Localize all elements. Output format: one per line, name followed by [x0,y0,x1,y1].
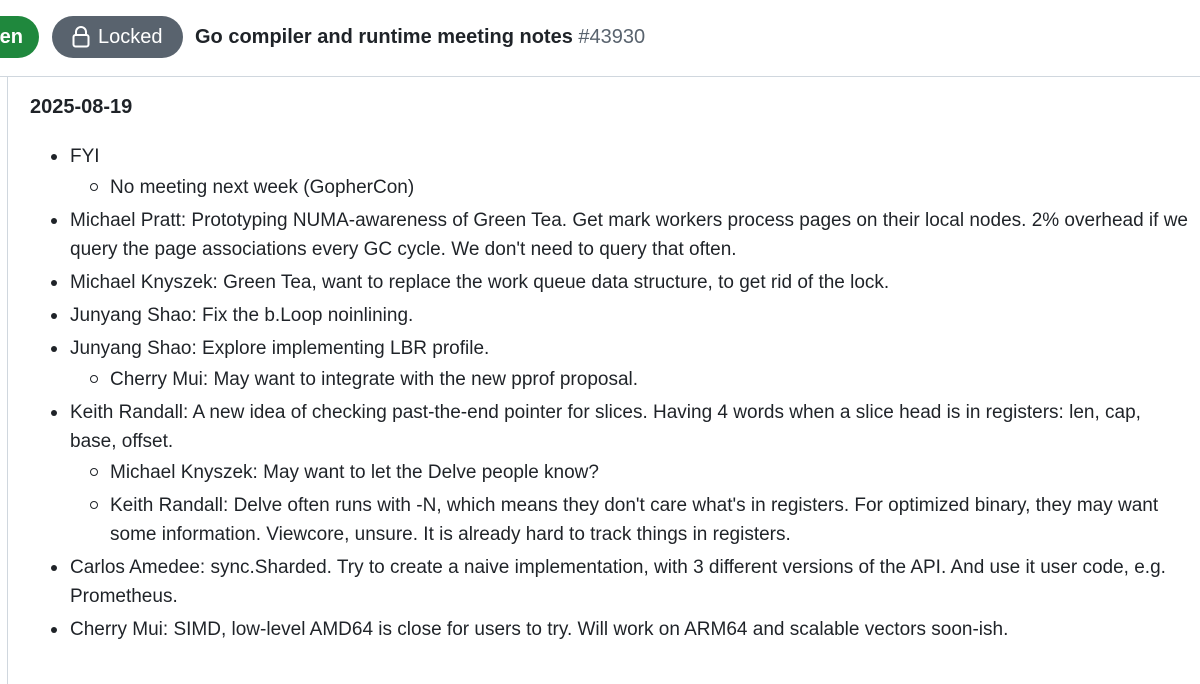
list-item-text: FYI [70,146,100,167]
issue-title-text: Go compiler and runtime meeting notes [195,26,573,48]
sub-list-item [70,173,1190,202]
list-item-text: Michael Pratt: Prototyping NUMA-awareness of Green Tea. Get mark workers process pages on their local nodes. 2% overhead if we query the page associations every GC cycle. We don't need to query that often. [70,210,1189,260]
list-item-text: Junyang Shao: Fix the b.Loop noinlining. [70,305,414,326]
sub-list-item-text: Cherry Mui: May want to integrate with the new pprof proposal. [110,369,639,390]
issue-body [30,92,1190,648]
list-item [30,553,1190,611]
sub-list [70,173,1190,202]
sub-list-item-text: Keith Randall: Delve often runs with -N, which means they don't care what's in registers. For optimized binary, they may want some information. Viewcore, unsure. It is already hard to track things in registers. [110,495,1159,545]
status-badge-locked-label: Locked [98,26,163,48]
issue-number[interactable]: #43930 [578,26,646,48]
list-item [30,334,1190,394]
list-item [30,615,1190,644]
sub-list-item-text: Michael Knyszek: May want to let the Delve people know? [110,462,599,483]
list-item [30,301,1190,330]
list-item [30,398,1190,549]
list-item-text: Keith Randall: A new idea of checking past-the-end pointer for slices. Having 4 words when a slice head is in registers: len, cap, base, offset. [70,402,1141,452]
sub-list-item [70,365,1190,394]
notes-date: 2025-08-19 [30,96,133,118]
list-item [30,142,1190,202]
list-item-text: Michael Knyszek: Green Tea, want to replace the work queue data structure, to get rid of the lock. [70,272,890,293]
status-badge-open [0,16,39,58]
issue-header [0,0,1200,77]
sub-list-item [70,491,1190,549]
status-badge-locked [52,16,183,58]
sub-list [70,458,1190,549]
issue-title [195,23,645,51]
list-item-text: Junyang Shao: Explore implementing LBR profile. [70,338,490,359]
list-item [30,206,1190,264]
timeline-rule [0,77,8,684]
lock-icon [72,26,90,48]
notes-list [30,142,1190,644]
sub-list-item-text: No meeting next week (GopherCon) [110,177,415,198]
sub-list [70,365,1190,394]
list-item-text: Carlos Amedee: sync.Sharded. Try to create a naive implementation, with 3 different versions of the API. And use it user code, e.g. Prometheus. [70,557,1166,607]
list-item [30,268,1190,297]
list-item-text: Cherry Mui: SIMD, low-level AMD64 is close for users to try. Will work on ARM64 and scalable vectors soon-ish. [70,619,1009,640]
sub-list-item [70,458,1190,487]
status-badge-open-label: en [0,26,23,48]
